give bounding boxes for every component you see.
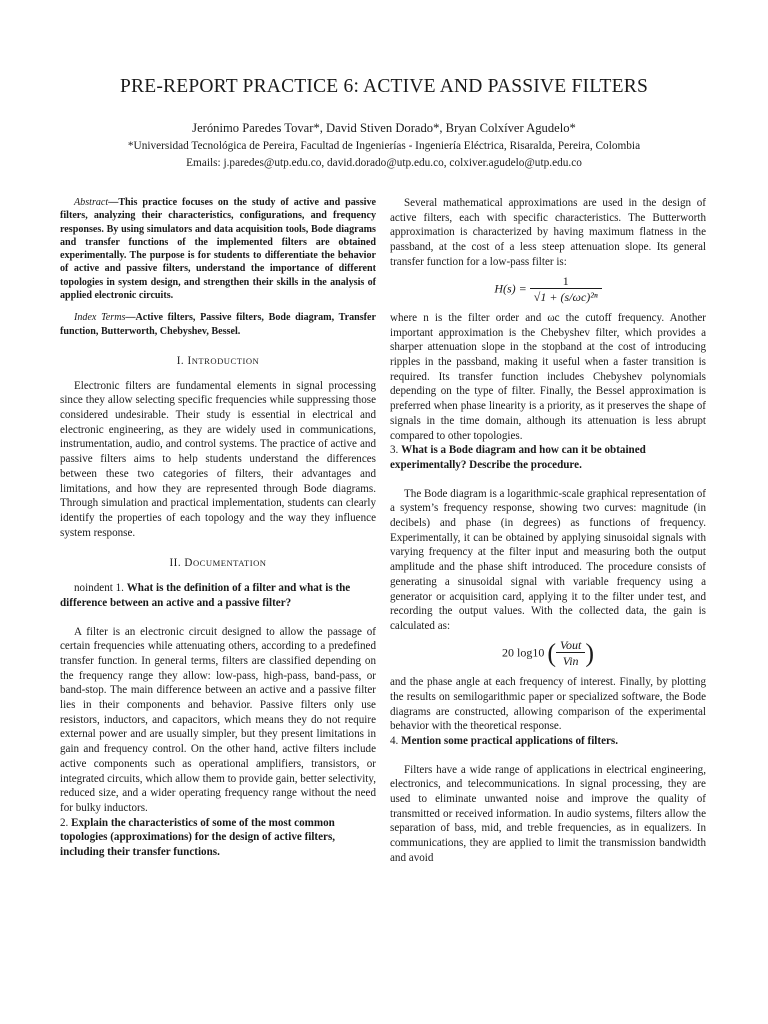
answer-2-paragraph-b: where n is the filter order and ωc the cutoff frequency. Another important approximation is the Chebyshev filter, which provides a sharper attenuation slope in the stopband at the cost of introducing ripples in the passband, making it useful when a faster transition is required. Its transfer function includes Chebyshev polynomials depending on the type of filter. Finally, the Bessel approximation is preferred when phase linearity is a priority, as it preserves the shape of signals in the time domain, although its attenuation is less abrupt compared to other topologies.: [390, 311, 706, 442]
abstract: [60, 196, 376, 302]
answer-4-paragraph: Filters have a wide range of applications in electrical engineering, electronics, and telecommunications. In signal processing, they are used to eliminate unwanted noise and improve the quality of transmitted or received information. In audio systems, filters allow the separation of bass, mid, and treble frequencies, as in equalizers. In communications, they are applied to limit the transmission bandwidth and avoid: [390, 763, 706, 864]
question-3-prefix: 3.: [390, 444, 402, 457]
equation-numerator: 1: [562, 273, 569, 288]
question-1-text: What is the definition of a filter and what is the difference between an active and a passive filter?: [60, 582, 351, 609]
index-terms-label: Index Terms: [74, 312, 126, 324]
gain-equation-denominator: Vin: [556, 652, 585, 669]
paper-title: PRE-REPORT PRACTICE 6: ACTIVE AND PASSIVE FILTERS: [119, 76, 648, 97]
question-1-prefix: noindent 1.: [74, 582, 127, 595]
abstract-label: Abstract: [74, 197, 109, 208]
question-2-prefix: 2.: [60, 816, 72, 829]
question-2-text: Explain the characteristics of some of the most common topologies (approximations) for the design of active filters, including their transfer functions.: [60, 816, 336, 859]
section-heading-introduction: I. INTRODUCTION: [176, 354, 260, 367]
question-1: [60, 581, 376, 610]
equation-fraction: [530, 274, 602, 305]
section-heading-documentation: II. DOCUMENTATION: [169, 557, 267, 570]
question-4-text: Mention some practical applications of filters.: [401, 734, 619, 747]
author-list: Jerónimo Paredes Tovar*, David Stiven Dorado*, Bryan Colxíver Agudelo*: [192, 121, 576, 135]
affiliation: *Universidad Tecnológica de Pereira, Facultad de Ingenierías - Ingeniería Eléctrica, Risaralda, Pereira, Colombia: [127, 140, 641, 152]
right-column: [390, 196, 706, 866]
answer-3-paragraph-b: and the phase angle at each frequency of interest. Finally, by plotting the results on semilogarithmic paper or specialized software, the Bode diagrams are constructed, allowing comparison of the experimental behavior with the theoretical response.: [390, 676, 706, 733]
equation-denominator: √1 + (s/ωc)²ⁿ: [530, 288, 602, 305]
left-column: [60, 196, 376, 860]
question-4: [390, 734, 706, 749]
index-terms: [60, 311, 376, 338]
answer-2-paragraph-a: Several mathematical approximations are used in the design of active filters, each with specific characteristics. The Butterworth approximation is characterized by having maximum flatness in the passband, at the cost of a less steep attenuation slope. Its general transfer function for a low-pass filter is:: [390, 197, 706, 268]
butterworth-equation: [390, 274, 706, 305]
gain-equation-lhs: 20 log10: [501, 645, 545, 660]
introduction-paragraph: Electronic filters are fundamental elements in signal processing since they allow selecting specific frequencies while suppressing those considered undesirable. Their study is essential in electrical and electronic engineering, as they are widely used in communications, instrumentation, audio, and control systems. The practice of active and passive filters aims to help students understand the differences between these two categories of filters, their advantages and limitations, and how they are represented through Bode diagrams. Through simulation and practical implementation, students can clearly identify the properties of each topology and the way they influence system response.: [60, 379, 376, 539]
equation-lhs: H(s) =: [494, 280, 530, 295]
answer-3-paragraph-a: The Bode diagram is a logarithmic-scale graphical representation of a system’s frequency response, showing two curves: magnitude (in decibels) and phase (in degrees) as functions of frequency. Experimentally, it can be obtained by applying sinusoidal signals with varying frequency at the filter input and measuring both the output amplitude and the phase shift introduced. The procedure consists of generating a sinusoidal signal with variable frequency using a generator or acquisition card, applying it to the filter under test, and recording the output values. With the collected data, the gain is calculated as:: [390, 487, 706, 632]
question-2: [60, 816, 376, 860]
index-terms-text: —Active filters, Passive filters, Bode diagram, Transfer function, Butterworth, Chebyshev, Bessel.: [60, 312, 376, 337]
question-3: [390, 443, 706, 472]
abstract-text: —This practice focuses on the study of active and passive filters, analyzing their characteristics, configurations, and frequency responses. By using simulators and data acquisition tools, Bode diagrams and transfer functions of the implemented filters are obtained experimentally. The purpose is for students to differentiate the behavior of active and passive filters, understand the importance of different topologies in system design, and strengthen their skills in the analysis of applied electronic circuits.: [60, 197, 376, 302]
gain-equation-numerator: Vout: [560, 637, 582, 652]
gain-equation: 20 log10 ( $\frac{\text{Vout}}{\text{Vin}}$ ): [501, 637, 595, 669]
gain-equation-fraction: [556, 638, 585, 669]
author-emails: Emails: j.paredes@utp.edu.co, david.dorado@utp.edu.co, colxiver.agudelo@utp.edu.co: [186, 157, 582, 169]
answer-1-paragraph: A filter is an electronic circuit designed to allow the passage of certain frequencies while attenuating others, according to a predefined transfer function. In general terms, filters are classified depending on the frequency range they allow: low-pass, high-pass, band-pass, or band-stop. The main difference between an active and a passive filter lies in their components and behavior. Passive filters only use resistors, inductors, and capacitors, which means they do not require external power and are usually simpler, but they present limitations in gain and frequency control. On the other hand, active filters include active components such as operational amplifiers, transistors, or integrated circuits, which allow them to provide gain, better selectivity, reduced size, and a wider operating frequency range without the need for bulky inductors.: [60, 625, 376, 814]
question-4-prefix: 4.: [390, 734, 402, 747]
question-3-text: What is a Bode diagram and how can it be obtained experimentally? Describe the procedure.: [390, 444, 646, 471]
